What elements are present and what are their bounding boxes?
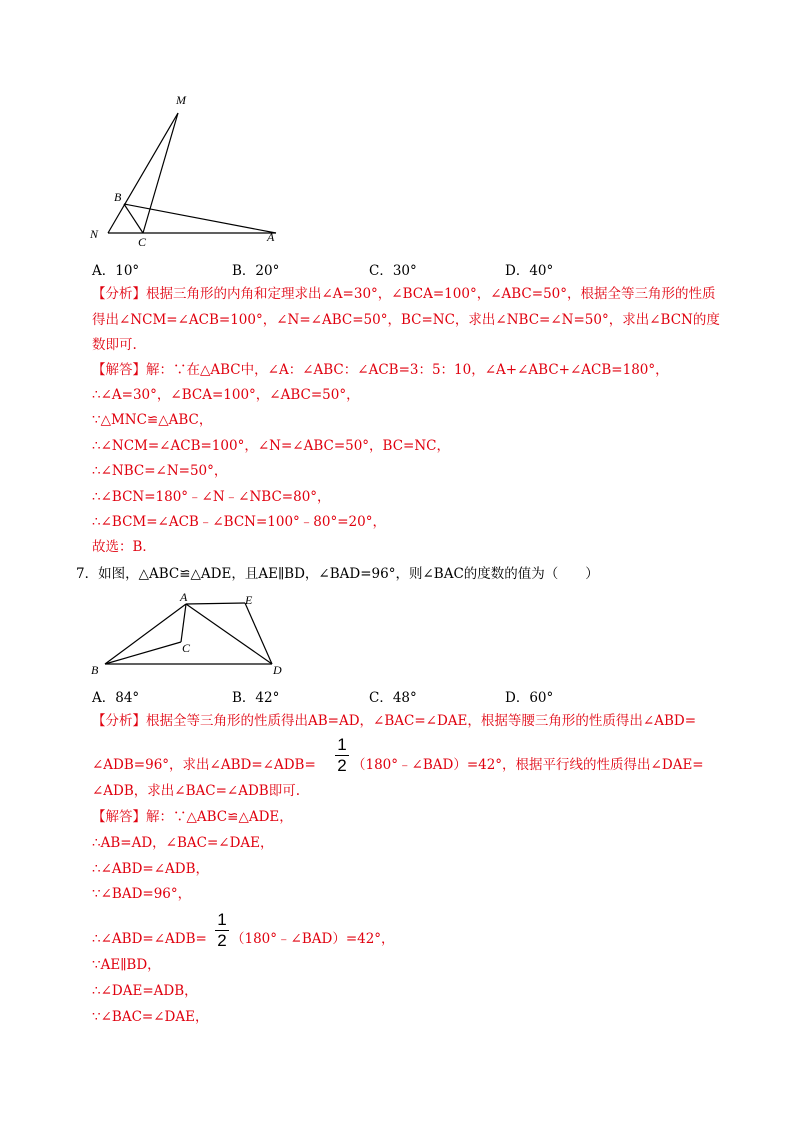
q6-solution-line-4: ∴∠NCM=∠ACB=100°，∠N=∠ABC=50°，BC=NC， bbox=[92, 438, 451, 454]
q7-solution-line-1: 【解答】解：∵△ABC≌△ADE， bbox=[92, 809, 293, 825]
label-A: A bbox=[180, 590, 188, 604]
q6-option-c: C．30° bbox=[369, 263, 417, 279]
q7-option-b: B．42° bbox=[232, 690, 280, 706]
q6-solution-line-8: 故选：B． bbox=[92, 539, 156, 555]
segment-AE bbox=[186, 603, 245, 604]
q7-solution-line-2: ∴AB=AD，∠BAC=∠DAE， bbox=[92, 835, 274, 851]
segment-BA bbox=[105, 604, 186, 664]
q7-solution-line-3: ∴∠ABD=∠ADB， bbox=[92, 861, 210, 877]
segment-NM bbox=[108, 113, 178, 233]
q6-solution-line-7: ∴∠BCM=∠ACB﹣∠BCN=100°﹣80°=20°， bbox=[92, 514, 386, 530]
q7-option-d: D．60° bbox=[505, 690, 554, 706]
q6-option-d: D．40° bbox=[505, 263, 554, 279]
label-E: E bbox=[245, 593, 253, 607]
q6-option-b: B．20° bbox=[232, 263, 280, 279]
label-D: D bbox=[273, 663, 282, 677]
label-B: B bbox=[114, 190, 122, 204]
segment-CM bbox=[143, 113, 178, 233]
q6-solution-line-2: ∴∠A=30°，∠BCA=100°，∠ABC=50°， bbox=[92, 387, 360, 403]
q7-question: 7．如图，△ABC≌△ADE，且AE∥BD，∠BAD=96°，则∠BAC的度数的值为（ ） bbox=[76, 566, 599, 582]
q7-option-c: C．48° bbox=[369, 690, 417, 706]
q7-option-a: A．84° bbox=[92, 690, 140, 706]
q7-analysis-line-1: 【分析】根据全等三角形的性质得出AB=AD，∠BAC=∠DAE，根据等腰三角形的性质得出∠ABD= bbox=[92, 713, 697, 729]
q6-figure bbox=[84, 88, 294, 248]
q6-analysis-line-1: 【分析】根据三角形的内角和定理求出∠A=30°，∠BCA=100°，∠ABC=50°，根据全等三角形的性质 bbox=[92, 286, 716, 302]
q7-figure bbox=[88, 588, 298, 678]
segment-AC bbox=[181, 604, 186, 642]
fraction-denominator: 2 bbox=[337, 756, 347, 775]
q7-solution-line-4: ∵∠BAD=96°， bbox=[92, 886, 192, 902]
q7-analysis-fraction bbox=[335, 736, 349, 775]
q6-analysis-line-2: 得出∠NCM=∠ACB=100°，∠N=∠ABC=50°，BC=NC，求出∠NBC=∠N=50°，求出∠BCN的度 bbox=[92, 312, 720, 328]
q7-solution-line-6: ∵AE∥BD， bbox=[92, 957, 161, 973]
segment-BC bbox=[124, 204, 143, 233]
q6-solution-line-6: ∴∠BCN=180°﹣∠N﹣∠NBC=80°， bbox=[92, 489, 331, 505]
q7-analysis-line-3: ∠ADB，求出∠BAC=∠ADB即可. bbox=[92, 783, 301, 799]
label-C: C bbox=[138, 235, 147, 248]
label-N: N bbox=[90, 227, 99, 241]
fraction-numerator: 1 bbox=[337, 735, 347, 754]
q7-solution-fraction bbox=[215, 911, 229, 950]
q7-solution-line-7: ∴∠DAE=ADB， bbox=[92, 983, 198, 999]
q7-solution-line-5a: ∴∠ABD=∠ADB= bbox=[92, 931, 207, 947]
q6-solution-line-3: ∵△MNC≌△ABC， bbox=[92, 412, 213, 428]
q7-solution-line-8: ∵∠BAC=∠DAE， bbox=[92, 1009, 209, 1025]
label-B: B bbox=[91, 663, 99, 677]
q7-analysis-line-2a: ∠ADB=96°，求出∠ABD=∠ADB= bbox=[92, 757, 316, 773]
q6-solution-line-5: ∴∠NBC=∠N=50°， bbox=[92, 463, 228, 479]
fraction-numerator: 1 bbox=[217, 910, 227, 929]
q6-solution-line-1: 【解答】解：∵在△ABC中，∠A：∠ABC：∠ACB=3：5：10，∠A+∠ABC+∠ACB=180°， bbox=[92, 362, 669, 378]
segment-BC bbox=[105, 642, 181, 664]
label-M: M bbox=[176, 93, 186, 107]
label-A: A bbox=[267, 230, 275, 244]
q6-analysis-line-3: 数即可. bbox=[92, 337, 137, 353]
q7-analysis-line-2b: （180°﹣∠BAD）=42°，根据平行线的性质得出∠DAE= bbox=[352, 757, 704, 773]
q7-solution-line-5b: （180°﹣∠BAD）=42°， bbox=[231, 931, 395, 947]
q6-option-a: A．10° bbox=[92, 263, 140, 279]
fraction-denominator: 2 bbox=[217, 931, 227, 950]
label-C: C bbox=[182, 641, 191, 655]
